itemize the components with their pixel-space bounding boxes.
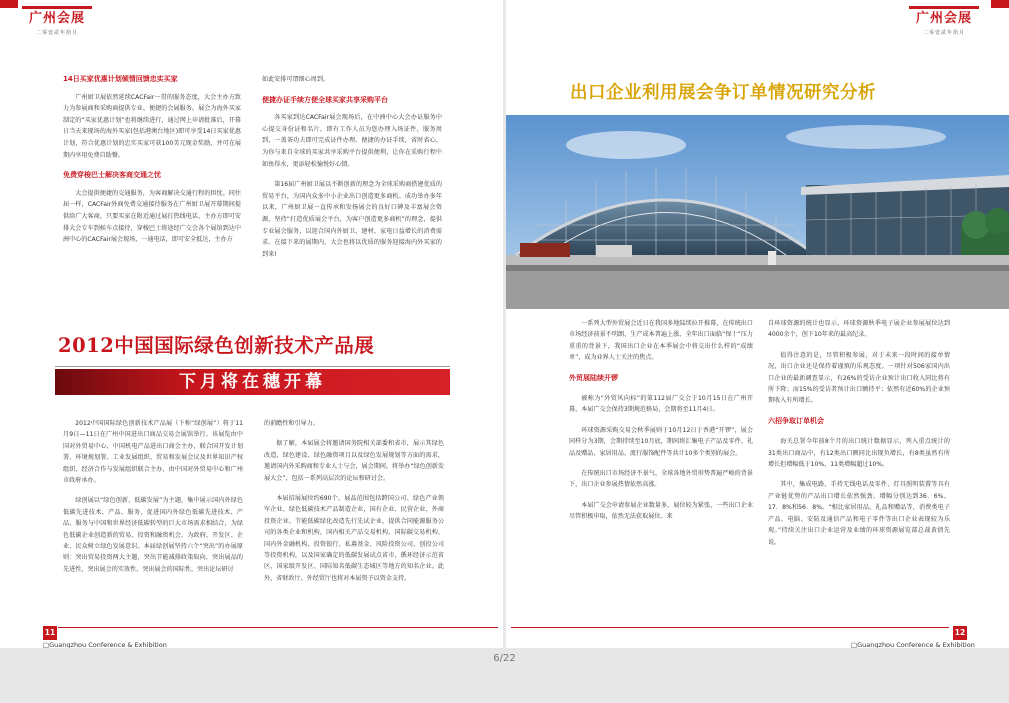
paragraph: 绿创展以“绿色创新，低碳发展”为主题，集中展示国内外绿色低碳先进技术、产品、服务，促进国内外绿色低碳先进技术、产品、服务与中国和世界经济低碳转型的巨大市场需求相结合，为绿色低碳企业创造新的贸易、投资和融资机会，为政府、开发区、企业、民众树立绿色发展意识。本届绿创展坚持六个“突出”的办展原则：突出贸易投资两大主题，突出节能减排政策取向，突出展品的先进性，突出展会的实效性，突出展会的国际性，突出论坛研讨 (63, 497, 243, 573)
paragraph: 值得注意的是，尽管积极参展，对于未来一段时间的接单情况，出口企业还是保持着谨慎的乐观态度。一项针对506家国内出口企业的最新调查显示，有26%的受访企业预计出口收入同比将有所下降；而15%的受访者预计出口额持平；依然有近60%的企业预期收入有所增长。 (768, 351, 950, 405)
feature-column-2 (264, 418, 444, 593)
paragraph: 在传统出口市场经济不景气、全球各地外贸形势普遍严峻的背景下，出口企业参展热情依然高涨。 (569, 470, 753, 489)
paragraph: 的前瞻性和引导力。 (264, 420, 319, 427)
paragraph: 被称为“外贸风向标”的第112届广交会于10月15日在广州开幕，本届广交会保持3期规范格局，会期将至11月4日。 (569, 395, 753, 414)
logo-text: 广州会展 (915, 11, 972, 26)
footer-rule (58, 627, 498, 628)
left-column-1 (63, 74, 241, 255)
section-heading: 免费穿梭巴士解决客商交通之忧 (63, 171, 161, 180)
footer-text: □Guangzhou Conference & Exhibition (851, 641, 975, 648)
feature-column-1 (63, 418, 243, 584)
exhibition-hall-photo (506, 115, 1009, 309)
paragraph: 其中，集成电路、手持无线电话及零件、灯具照明装置等具有产业链优势的产品出口增长依然强劲，增幅分别达到36．6%、17．8%和56．8%。“相比家居用品、礼品和赠品等，消费类电子产品、电脑、安防及通信产品和电子零件等出口企业表现较为乐观。”持续关注出口企业运营及业绩的环球资源展览部总裁黄倩先说。 (768, 481, 950, 546)
magazine-logo (22, 6, 92, 47)
left-column-2 (262, 74, 442, 269)
paragraph: 各买家到达CACFair展会现场后，在中洲中心大会办证服务中心提交身份证和名片，即有工作人员为您办理入场证件，服务周到，一盖茶功夫即可完成证件办理。便捷的办证手续，省时省心，为你与来自全球的买家共享采购平台提供便利，让你在采购行程中如鱼得水，更添轻松愉悦好心情。 (262, 114, 442, 168)
section-heading: 便捷办证手续方便全球买家共享采购平台 (262, 95, 388, 104)
section-heading: 14日买家优惠计划倾情回馈忠实买家 (63, 75, 178, 83)
right-column-2 (768, 318, 950, 557)
paragraph: 本届招展展位约690个，展品范围包括跨国公司、绿色产业领军企业、绿色低碳技术产品制造企业，国有企业、民营企业、外商投资企业、节能低碳绿化改造先行先试企业，提供合同能源服务公司的各类企业和机构，国内相关产品交易机构、国际碳交易机构、国内外金融机构、投资银行、私募基金、风险投资公司、创投公司等投资机构，以及国家确定的低碳发展试点省市、循环经济示范省区、国家级开发区、国际知名低碳生态城区等地方的知名企业。此外，省财政厅、外经贸厅也将对本届资予以资金支持。 (264, 495, 444, 582)
footer-rule (511, 627, 949, 628)
paragraph: 2012中国国际绿色创新技术产品展（下称“绿创展”）将于11月9日—11日在广州中国进出口商品交易会展馆举行。该展览由中国对外贸易中心、中国机电产品进出口商会主办，联合国开发计划署、环境规划署、工业发展组织、贸易和发展会议及世界知识产权组织、经济合作与发展组织联合主办，由中国对外贸易中心和广州市政府承办。 (63, 420, 243, 485)
feature-banner: 下月将在穗开幕 (55, 369, 450, 395)
logo-text: 广州会展 (28, 11, 85, 26)
logo-subtitle: 二零壹贰年拾月 (35, 30, 78, 36)
paragraph: 一系列大型外贸展会近日在我国多地陆续拉开推幕，在传统出口市场经济前景不明朗、生产成本普遍上涨、全年出口面临“保十”压力重重的背景下，我国出口企业在本季展会中将交出什么样的“成绩单”，成为业界人士关注的焦点。 (569, 320, 753, 362)
right-page (506, 0, 1009, 648)
article-title: 出口企业利用展会争订单情况研究分析 (570, 83, 876, 103)
left-page (0, 0, 503, 648)
divider (55, 366, 450, 367)
paragraph: 大会提供便捷的交通服务，为客商解决交通行程的担忧。同往届一样，CACFair外商免费交通接待服务在广州厨卫展开幕期间提供给广大客商，只要买家在附近通过展打热线电话，主办方即可安排大会专车到候车点接待，穿梭巴士将途经广交会各个展馆到达中洲中心的CACFair展会现场，一通电话，即可安全抵达，主办方 (63, 189, 241, 244)
corner-decoration (0, 0, 18, 8)
feature-title: 2012中国国际绿色创新技术产品展 (58, 334, 375, 357)
page-counter: 6/22 (493, 653, 516, 664)
magazine-logo (909, 6, 979, 47)
page-number: 12 (953, 626, 967, 640)
section-heading: 外贸展陆续开锣 (569, 373, 618, 382)
paragraph: 本届广交会申请参展企业数量多，展位较为紧张，一些出口企业尽管积极申取，依然无法获取展位。来 (569, 501, 753, 521)
right-column-1 (569, 318, 753, 532)
corner-decoration (991, 0, 1009, 8)
paragraph: 第16届广州厨卫展以不断创新的理念为全球采购商搭建优质的贸易平台，为国内众多中小企业出口创造更多商机。成功举办多年以来，广州厨卫展一直传承和发扬展会的良好口碑及丰富展会资源，坚持“打造优质展会平台，为客户创造更多商机”的理念，提供专业展会服务，以迎合国内外厨卫、建材、家电日益增长的消费需求。在接下来的展期内，大会也将以优质的服务迎接海内外买家的到来! (262, 181, 442, 258)
page-number: 11 (43, 626, 57, 640)
paragraph: 如此安排可谓细心周到。 (262, 76, 330, 83)
paragraph: 据了解，本届展会将邀请国务院相关部委和省市，展示其绿色改造、绿色建设、绿色融资项目以及绿色发展规划等方面的需求，邀请国内外采购商和专业人士与会，展会期间，将举办“绿色创新发展大会”，包括一系列高层次的论坛和研讨会。 (264, 440, 444, 482)
paragraph: 广州厨卫展依然延续CACFair一贯的服务态度，大会主办方致力为参展商和采购商提供专业、便捷的会展服务。展会为海外买家制定的“买家优惠计划”也将继续进行，通过网上申请批准后，开幕日当天来现场的海外买家(包括港澳台地区)即可享受14日买家优惠计划，符合优惠计划的忠实买家可获100美元现金奖励，并可在展期内享用免费自助餐。 (63, 93, 241, 159)
paragraph: 环球资源采购交易会秋季展则于10月12日于香港“开锣”，展会同样分为3期，会期持续至10月底，期间将汇集电子产品及零件、礼品及赠品、家居用品、流行服饰配件等共计10多个类别的展会。 (569, 426, 753, 457)
paragraph: 海关总署今年前8个月的出口统计数据显示，列入重点统计的31类出口商品中，有12类出口额同比出现负增长，有8类虽然有所增长但增幅低于10%，11类增幅超过10%。 (768, 438, 950, 469)
footer-text: □Guangzhou Conference & Exhibition (43, 641, 167, 648)
paragraph: 自环球资源的统计也显示，环球资源秋季电子展企业参展展位达到4000余个，创下10年来的最高纪录。 (768, 320, 950, 339)
logo-subtitle: 二零壹贰年拾月 (922, 30, 965, 36)
section-heading: 六招争取订单机会 (768, 416, 824, 425)
